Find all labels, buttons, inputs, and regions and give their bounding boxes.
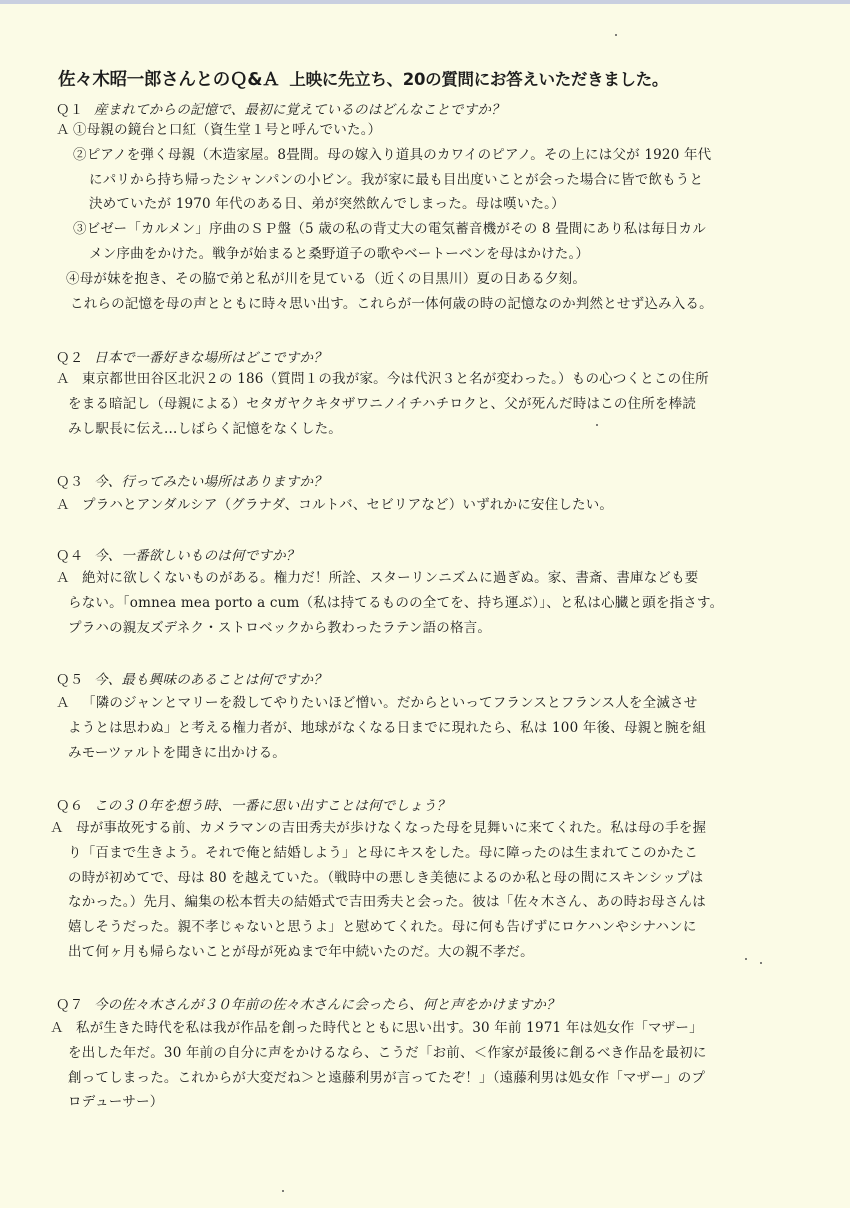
answer-label: Ａ — [56, 371, 70, 387]
answer-line: をまる暗記し（母親による）セタガヤクキタザワニノイチハチロクと、父が死んだ時はこの住所を棒読 — [68, 395, 697, 412]
answer-label: Ａ — [56, 497, 70, 513]
question-7 — [56, 993, 560, 1013]
answer-line: 絶対に欲しくないものがある。権力だ！所詮、スターリンニズムに過ぎぬ。家、書斎、書庫なども要 — [82, 570, 699, 586]
answer-line: にパリから持ち帰ったシャンパンの小ビン。我が家に最も目出度いことが会った場合に皆で飲もうと — [89, 171, 704, 188]
question-5 — [56, 668, 327, 688]
answer-line: ④母が妹を抱き、その脇で弟と私が川を見ている（近くの目黒川）夏の日ある夕刻。 — [66, 270, 587, 287]
question-number: Ｑ３ — [56, 474, 84, 490]
question-text: 日本で一番好きな場所はどこですか？ — [94, 350, 327, 366]
answer-label: Ａ — [50, 1020, 64, 1036]
answer-line: 創ってしまった。これからが大変だね＞と遠藤利男が言ってたぞ！」（遠藤利男は処女作「マザー」のプ — [68, 1069, 706, 1086]
answer-line: ②ピアノを弾く母親（木造家屋。8畳間。母の嫁入り道具のカワイのピアノ。その上には父が 1920 年代 — [73, 146, 712, 163]
answer-line: プラハとアンダルシア（グラナダ、コルトバ、セビリアなど）いずれかに安住したい。 — [82, 497, 614, 513]
answer-label: Ａ — [56, 695, 70, 711]
question-3 — [56, 470, 327, 490]
question-2 — [56, 346, 327, 366]
answer-7 — [50, 1016, 820, 1115]
scan-speck — [596, 424, 598, 426]
question-number: Ｑ４ — [56, 548, 84, 564]
answer-label: Ａ — [56, 122, 70, 138]
answer-line: り「百まで生きよう。それで俺と結婚しよう」と母にキスをした。母に障ったのは生まれてこのかたこ — [68, 844, 698, 861]
answer-line: プラハの親友ズデネク・ストロベックから教わったラテン語の格言。 — [68, 619, 492, 636]
answer-label: Ａ — [50, 820, 64, 836]
title-main: 佐々木昭一郎さんとのＱ&Ａ — [58, 70, 280, 90]
question-text: 今、最も興味のあることは何ですか？ — [94, 672, 327, 688]
answer-6 — [50, 816, 820, 965]
answer-line: ロデューサー） — [68, 1094, 164, 1111]
answer-line: 嬉しそうだった。親不孝じゃないと思うよ」と慰めてくれた。母に何も告げずにロケハンやシナハンに — [68, 919, 697, 936]
question-text: この３０年を想う時、一番に思い出すことは何でしょう？ — [94, 798, 451, 814]
answer-3 — [56, 493, 816, 518]
answer-line: みモーツァルトを聞きに出かける。 — [68, 744, 286, 761]
question-4 — [56, 544, 300, 564]
scan-speck — [745, 958, 747, 960]
answer-line: みし駅長に伝え…しばらく記憶をなくした。 — [68, 420, 342, 437]
page-title — [58, 66, 838, 91]
scan-speck — [760, 962, 762, 964]
answer-1 — [56, 118, 816, 316]
question-1 — [56, 98, 505, 118]
answer-line: の時が初めてで、母は 80 を越えていた。（戦時中の悪しき美徳によるのか私と母の間にスキンシップは — [68, 869, 704, 886]
scan-speck — [282, 1190, 284, 1192]
question-number: Ｑ６ — [56, 798, 84, 814]
question-number: Ｑ５ — [56, 672, 84, 688]
question-text: 今、行ってみたい場所はありますか？ — [94, 474, 327, 490]
answer-line: 出て何ヶ月も帰らないことが母が死ぬまで年中続いたのだ。大の親不孝だ。 — [68, 943, 534, 960]
title-subtitle: 上映に先立ち、20の質問にお答えいただきました。 — [289, 70, 669, 89]
answer-line: 私が生きた時代を私は我が作品を創った時代とともに思い出す。30 年前 1971 年は処女作「マザー」 — [76, 1020, 703, 1036]
answer-line: これらの記憶を母の声とともに時々思い出す。これらが一体何歳の時の記憶なのか判然とせず込み入る。 — [70, 295, 713, 312]
question-text: 今の佐々木さんが３０年前の佐々木さんに会ったら、何と声をかけますか？ — [94, 997, 560, 1013]
question-number: Ｑ１ — [56, 102, 84, 118]
scan-top-edge — [0, 0, 850, 4]
answer-line: らない。「omnea mea porto a cum（私は持てるものの全てを、持ち運ぶ）」、と私は心臓と頭を指さす。 — [68, 594, 724, 611]
answer-line: 決めていたが 1970 年代のある日、弟が突然飲んでしまった。母は嘆いた。） — [89, 196, 565, 213]
answer-line: ようとは思わぬ」と考える権力者が、地球がなくなる日までに現れたら、私は 100 年後、母親と腕を組 — [68, 719, 707, 736]
answer-line: ①母親の鏡台と口紅（資生堂１号と呼んでいた。） — [73, 122, 382, 138]
answer-line: を出した年だ。30 年前の自分に声をかけるなら、こうだ「お前、＜作家が最後に創るべき作品を最初に — [68, 1044, 707, 1061]
answer-line: ③ビゼー「カルメン」序曲のＳＰ盤（5 歳の私の背丈大の電気蓄音機がその 8 畳間にあり私は毎日カル — [73, 221, 706, 238]
question-number: Ｑ７ — [56, 997, 84, 1013]
question-text: 産まれてからの記憶で、最初に覚えているのはどんなことですか？ — [94, 102, 505, 118]
answer-4 — [56, 566, 816, 640]
question-text: 今、一番欲しいものは何ですか？ — [94, 548, 300, 564]
answer-label: Ａ — [56, 570, 70, 586]
answer-line: メン序曲をかけた。戦争が始まると桑野道子の歌やベートーベンを母はかけた。） — [89, 245, 590, 262]
scan-speck — [615, 34, 617, 36]
answer-2 — [56, 367, 816, 441]
answer-line: 「隣のジャンとマリーを殺してやりたいほど憎い。だからといってフランスとフランス人を全滅させ — [82, 695, 698, 711]
answer-line: 東京都世田谷区北沢２の 186（質問１の我が家。今は代沢３と名が変わった。）もの心つくとこの住所 — [82, 371, 709, 387]
answer-5 — [56, 691, 816, 765]
answer-line: 母が事故死する前、カメラマンの吉田秀夫が歩けなくなった母を見舞いに来てくれた。私は母の手を握 — [76, 820, 707, 836]
question-6 — [56, 794, 450, 814]
answer-line: なかった。）先月、編集の松本哲夫の結婚式で吉田秀夫と会った。彼は「佐々木さん、あの時お母さんは — [68, 894, 706, 911]
question-number: Ｑ２ — [56, 350, 84, 366]
